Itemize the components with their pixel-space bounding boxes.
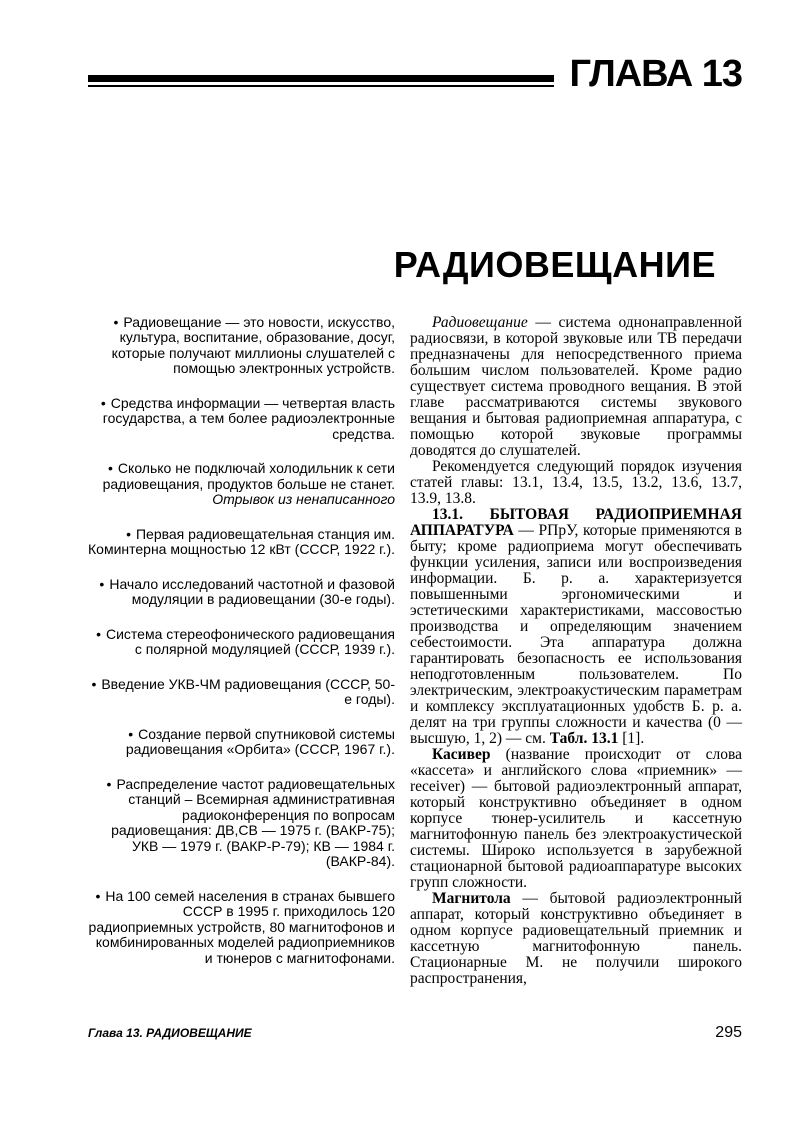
fact-item — [88, 627, 395, 658]
bullet-marker: • — [126, 525, 131, 542]
page-number: 295 — [715, 1024, 742, 1041]
quote-attribution: Отрывок из ненаписанного — [212, 491, 395, 508]
bullet-marker: • — [100, 394, 106, 411]
paragraph-definition — [410, 315, 742, 459]
page-footer — [88, 1024, 742, 1042]
bullet-marker: • — [99, 575, 105, 592]
fact-item — [88, 777, 395, 870]
bullet-marker: • — [128, 725, 134, 742]
header-rule-thick — [88, 75, 554, 82]
section-heading: 13.1. БЫТОВАЯ РАДИОПРИЕМНАЯ АППАРАТУРА — [410, 505, 742, 539]
fact-text: Введение УКВ-ЧМ радиовещания (СССР, 50-е годы). — [101, 675, 395, 708]
bullet-marker: • — [96, 625, 101, 642]
paragraph-text: Рекомендуется следующий порядок изучения статей главы: 13.1, 13.4, 13.5, 13.2, 13.6, 13.7, 13.9, 13.8. — [410, 457, 742, 507]
fact-text: Распределение частот радиовещательных станций – Всемирная административная радиоконференция по вопросам радиовещания: ДВ,СВ — 1975 г. (ВАКР-75); УКВ — 1979 г. (ВАКР-Р-79); КВ — 1984 г. (ВАКР-84). — [111, 775, 395, 870]
fact-text: Система стереофонического радиовещания с полярной модуляцией (СССР, 1939 г.). — [105, 625, 395, 658]
fact-item — [88, 577, 395, 608]
paragraph-text: — РПрУ, которые применяются в быту; кроме радиоприема могут обеспечивать функции усиления, записи или воспроизведения информации. Б. р. а. характеризуется повышенными эргономическими и эстетическими характеристиками, массовостью производства и определяющим значением себестоимости. Эта аппаратура должна гарантировать безопасность ее использования неподготовленным пользователем. По электрическим, электроакустическим параметрам и комплексу эксплуатационных удобств Б. р. а. делят на три группы сложности и качества (0 — высшую, 1, 2) — см. — [410, 521, 742, 747]
bullet-marker: • — [113, 313, 119, 330]
bullet-marker: • — [108, 460, 113, 477]
header-rule-thin — [88, 85, 554, 87]
bullet-marker: • — [95, 887, 101, 904]
body-column — [410, 315, 742, 987]
facts-column — [88, 315, 395, 987]
fact-text: Радиовещание — это новости, искусство, культура, воспитание, образование, досуг, которые получают миллионы слушателей с помощью электронных устройств. — [111, 313, 395, 377]
term-radioveshchanie: Радиовещание — [432, 313, 528, 331]
bullet-marker: • — [91, 675, 97, 692]
table-reference: Табл. 13.1 — [549, 729, 619, 747]
bullet-marker: • — [106, 775, 112, 792]
fact-text: Сколько не подключай холодильник к сети радиовещания, продуктов больше не станет. — [102, 460, 395, 492]
chapter-label: ГЛАВА 13 — [569, 53, 742, 95]
fact-item — [88, 396, 395, 443]
paragraph-reading-order — [410, 459, 742, 507]
running-title: Глава 13. РАДИОВЕЩАНИЕ — [88, 1026, 252, 1040]
fact-item — [88, 461, 395, 508]
term-kasiver: Касивер — [432, 745, 491, 763]
paragraph-text: — бытовой радиоэлектронный аппарат, который конструктивно объединяет в одном корпусе радиовещательный приемник и кассетную магнитофонную панель. Стационарные М. не получили широкого распространения, — [410, 889, 742, 987]
paragraph-magnitola — [410, 891, 742, 987]
fact-text: Средства информации — четвертая власть государства, а тем более радиоэлектронные средства. — [102, 394, 395, 442]
fact-text: Создание первой спутниковой системы радиовещания «Орбита» (СССР, 1967 г.). — [125, 725, 395, 758]
paragraph-text: — система однонаправленной радиосвязи, в которой звуковые или ТВ передачи предназначены для непосредственного приема большим числом пользователей. Кроме радио существует система проводного вещания. В этой главе рассматриваются системы звукового вещания и бытовая радиоприемная аппаратура, с помощью которой звуковые программы доводятся до слушателей. — [410, 313, 742, 459]
fact-text: Начало исследований частотной и фазовой модуляции в радиовещании (30-е годы). — [109, 575, 395, 608]
chapter-header — [88, 53, 742, 95]
paragraph-section-13-1 — [410, 507, 742, 747]
fact-text: На 100 семей населения в странах бывшего СССР в 1995 г. приходилось 120 радиоприемных устройств, 80 магнитофонов и комбинированных моделей радиоприемников и тюнеров с магнитофонами. — [88, 887, 395, 966]
fact-item — [88, 315, 395, 377]
citation: [1]. — [618, 729, 645, 747]
paragraph-kasiver — [410, 747, 742, 891]
header-rules — [88, 75, 554, 87]
term-magnitola: Магнитола — [432, 889, 511, 907]
fact-item — [88, 727, 395, 758]
fact-item — [88, 677, 395, 708]
fact-text: Первая радиовещательная станция им. Коминтерна мощностью 12 кВт (СССР, 1922 г.). — [88, 525, 395, 558]
fact-item — [88, 527, 395, 558]
paragraph-text: (название происходит от слова «кассета» и английского слова «приемник» — receiver) — бытовой радиоэлектронный аппарат, который конструктивно объединяет в одном корпусе тюнер-усилитель и кассетную магнитофонную панель без электроакустической системы. Широко используется в зарубежной стационарной бытовой радиоаппаратуре высоких групп сложности. — [410, 745, 742, 891]
content-columns — [88, 315, 742, 987]
fact-item — [88, 889, 395, 967]
page-title: РАДИОВЕЩАНИЕ — [393, 244, 716, 286]
